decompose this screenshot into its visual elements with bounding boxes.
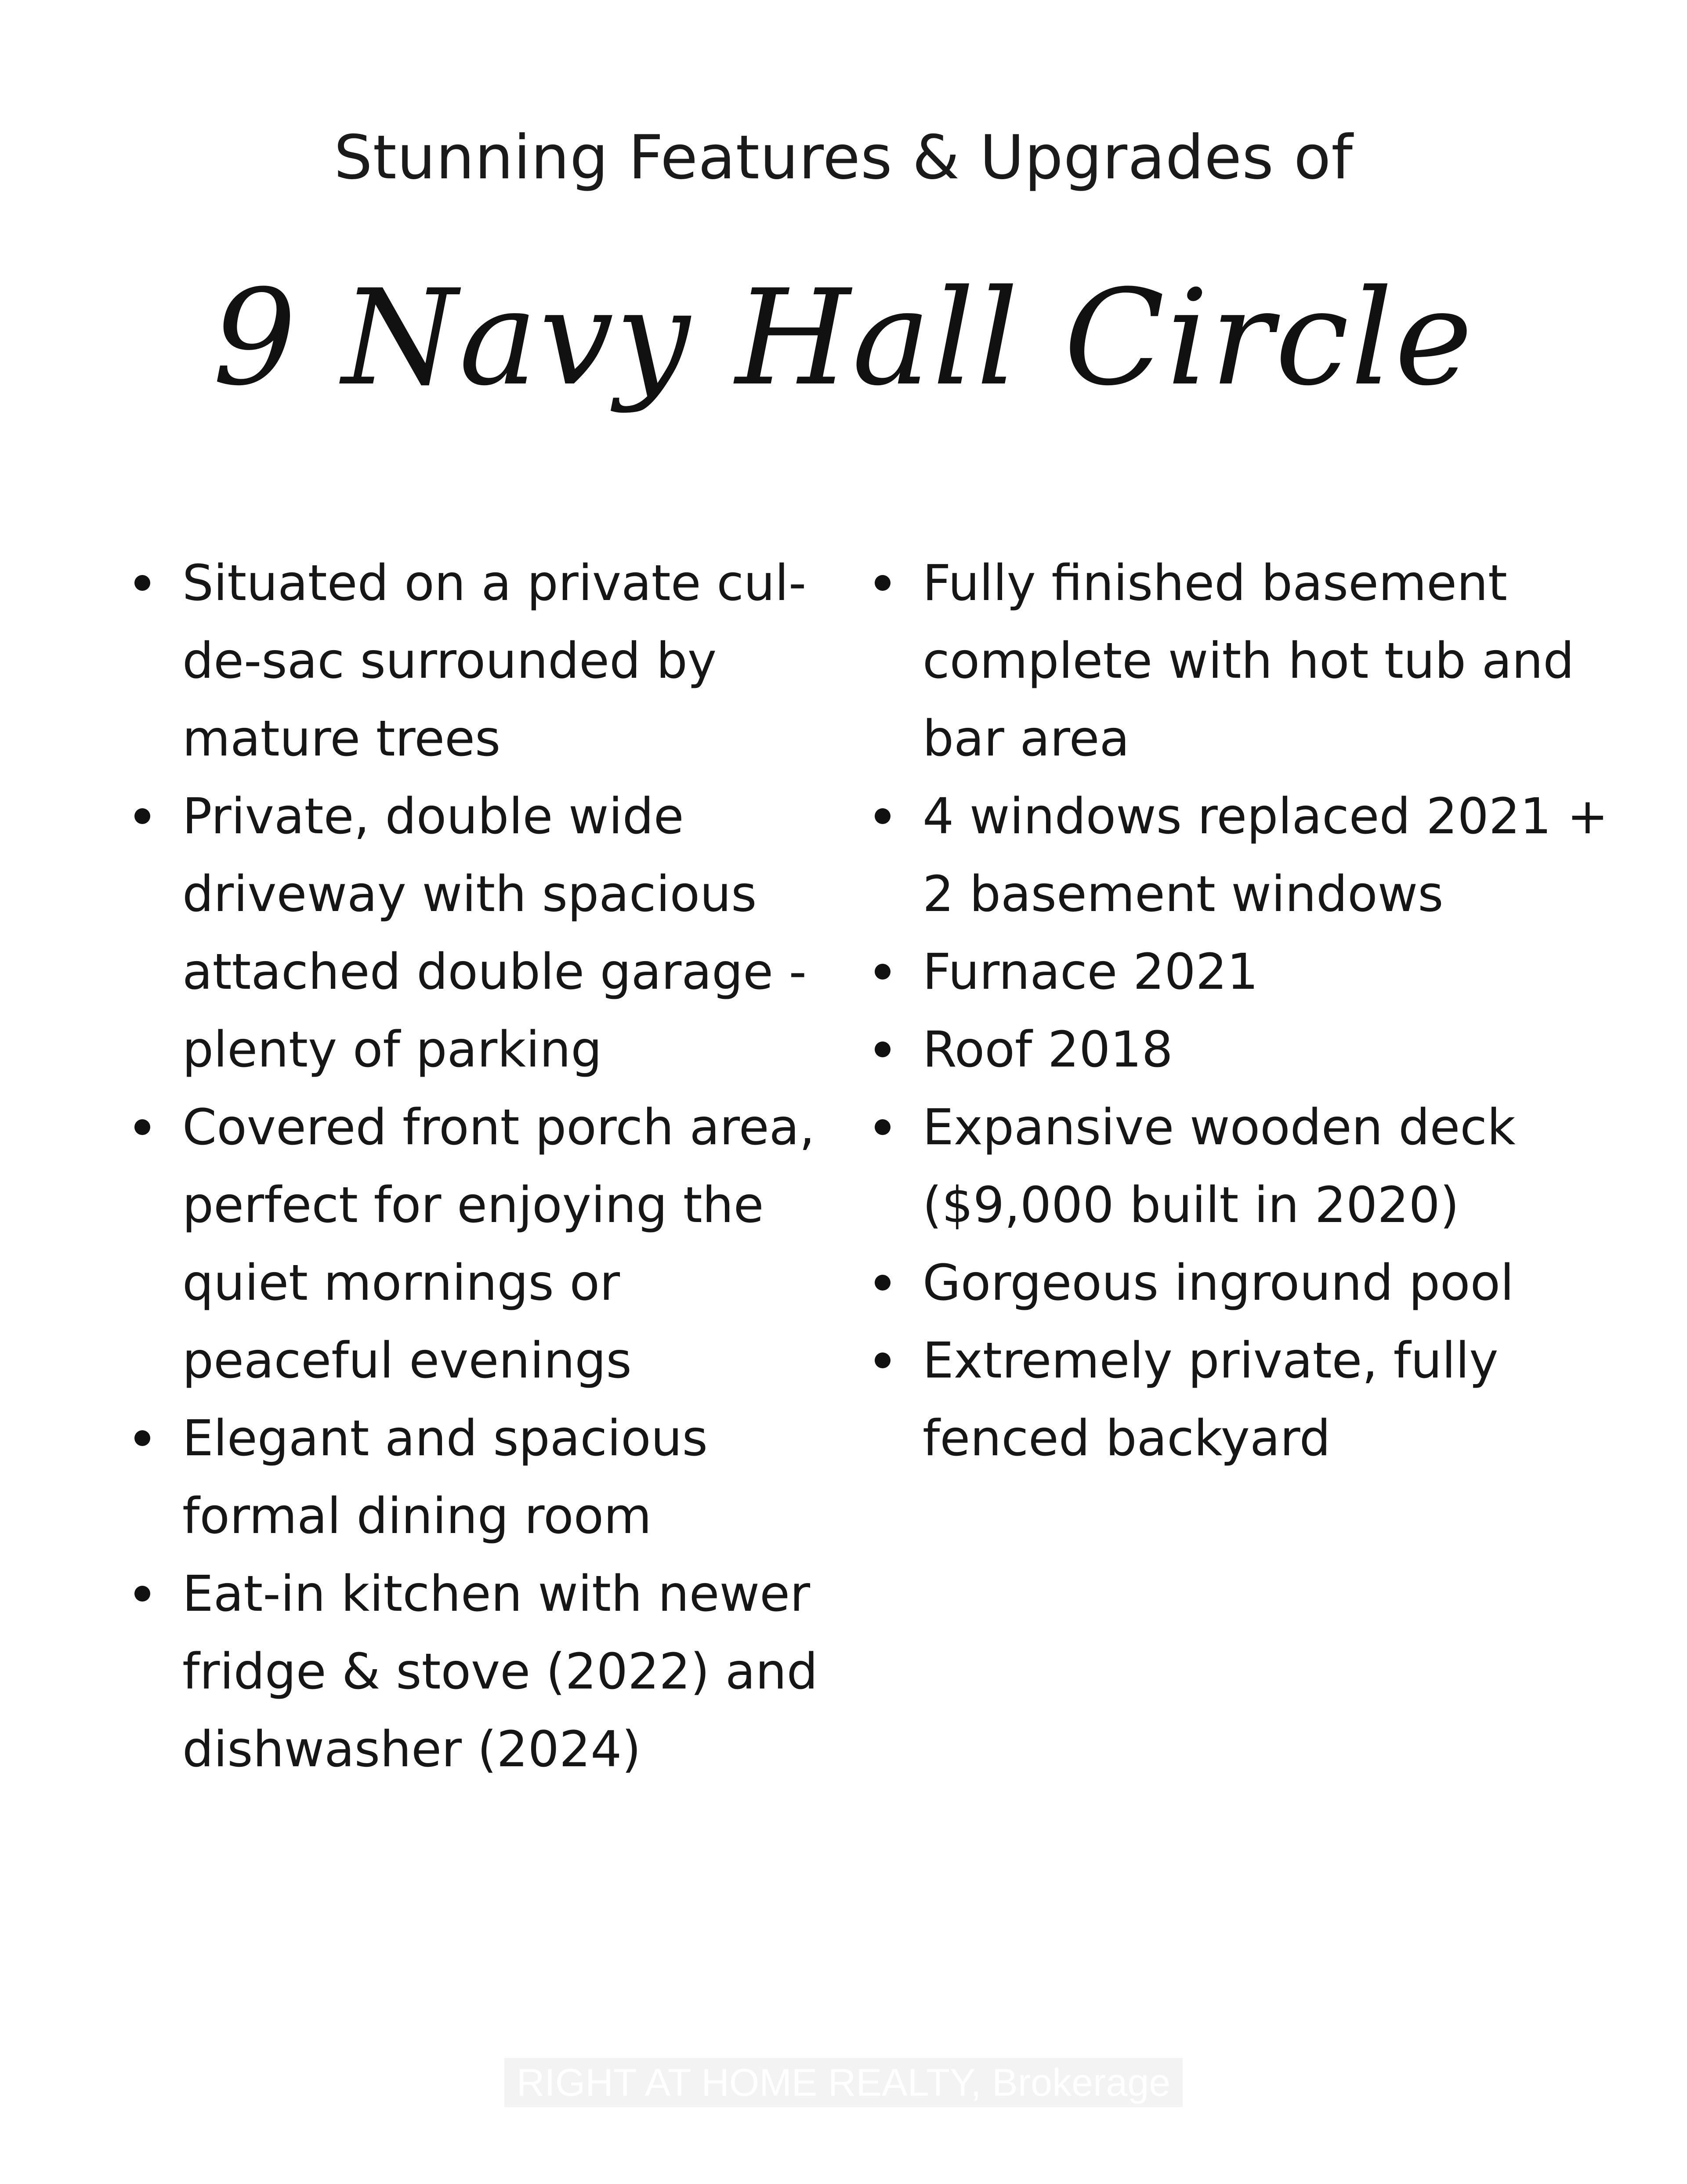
- brokerage-watermark: RIGHT AT HOME REALTY, Brokerage: [504, 2058, 1183, 2107]
- feature-item: [868, 1322, 1615, 1478]
- property-address-title: 9 Navy Hall Circle: [212, 261, 1475, 415]
- feature-text: Furnace 2021: [923, 944, 1259, 1001]
- feature-item: [127, 1400, 839, 1555]
- bullet-icon: [875, 1119, 891, 1135]
- feature-text: Gorgeous inground pool: [923, 1255, 1514, 1312]
- feature-text: Extremely private, fully fenced backyard: [923, 1332, 1499, 1467]
- feature-text: Eat-in kitchen with newer fridge & stove (2022) and dishwasher (2024): [182, 1566, 818, 1778]
- features-list-left: [127, 545, 839, 1789]
- bullet-icon: [875, 964, 891, 980]
- bullet-icon: [875, 808, 891, 824]
- bullet-icon: [875, 1352, 891, 1368]
- feature-text: Private, double wide driveway with spacious attached double garage - plenty of parking: [182, 788, 807, 1078]
- feature-text: Elegant and spacious formal dining room: [182, 1410, 708, 1545]
- bullet-icon: [134, 575, 150, 591]
- bullet-icon: [875, 1275, 891, 1291]
- feature-text: Fully finished basement complete with hot tub and bar area: [923, 555, 1575, 767]
- page-subtitle: Stunning Features & Upgrades of: [334, 122, 1353, 193]
- feature-item: [127, 1089, 839, 1400]
- feature-text: Roof 2018: [923, 1021, 1173, 1078]
- feature-item: [868, 1011, 1615, 1089]
- feature-item: [868, 778, 1615, 933]
- feature-text: 4 windows replaced 2021 + 2 basement windows: [923, 788, 1608, 923]
- features-list-right: [868, 545, 1615, 1478]
- feature-text: Covered front porch area, perfect for enjoying the quiet mornings or peaceful evenings: [182, 1099, 815, 1389]
- bullet-icon: [134, 1430, 150, 1446]
- feature-item: [868, 933, 1615, 1011]
- bullet-icon: [134, 1119, 150, 1135]
- feature-item: [127, 778, 839, 1089]
- feature-item: [868, 1244, 1615, 1322]
- feature-text: Expansive wooden deck ($9,000 built in 2020): [923, 1099, 1516, 1234]
- bullet-icon: [134, 1586, 150, 1602]
- feature-item: [868, 1089, 1615, 1244]
- bullet-icon: [875, 1041, 891, 1057]
- feature-item: [127, 545, 839, 778]
- feature-item: [868, 545, 1615, 778]
- feature-item: [127, 1555, 839, 1789]
- bullet-icon: [134, 808, 150, 824]
- bullet-icon: [875, 575, 891, 591]
- feature-text: Situated on a private cul-de-sac surrounded by mature trees: [182, 555, 807, 767]
